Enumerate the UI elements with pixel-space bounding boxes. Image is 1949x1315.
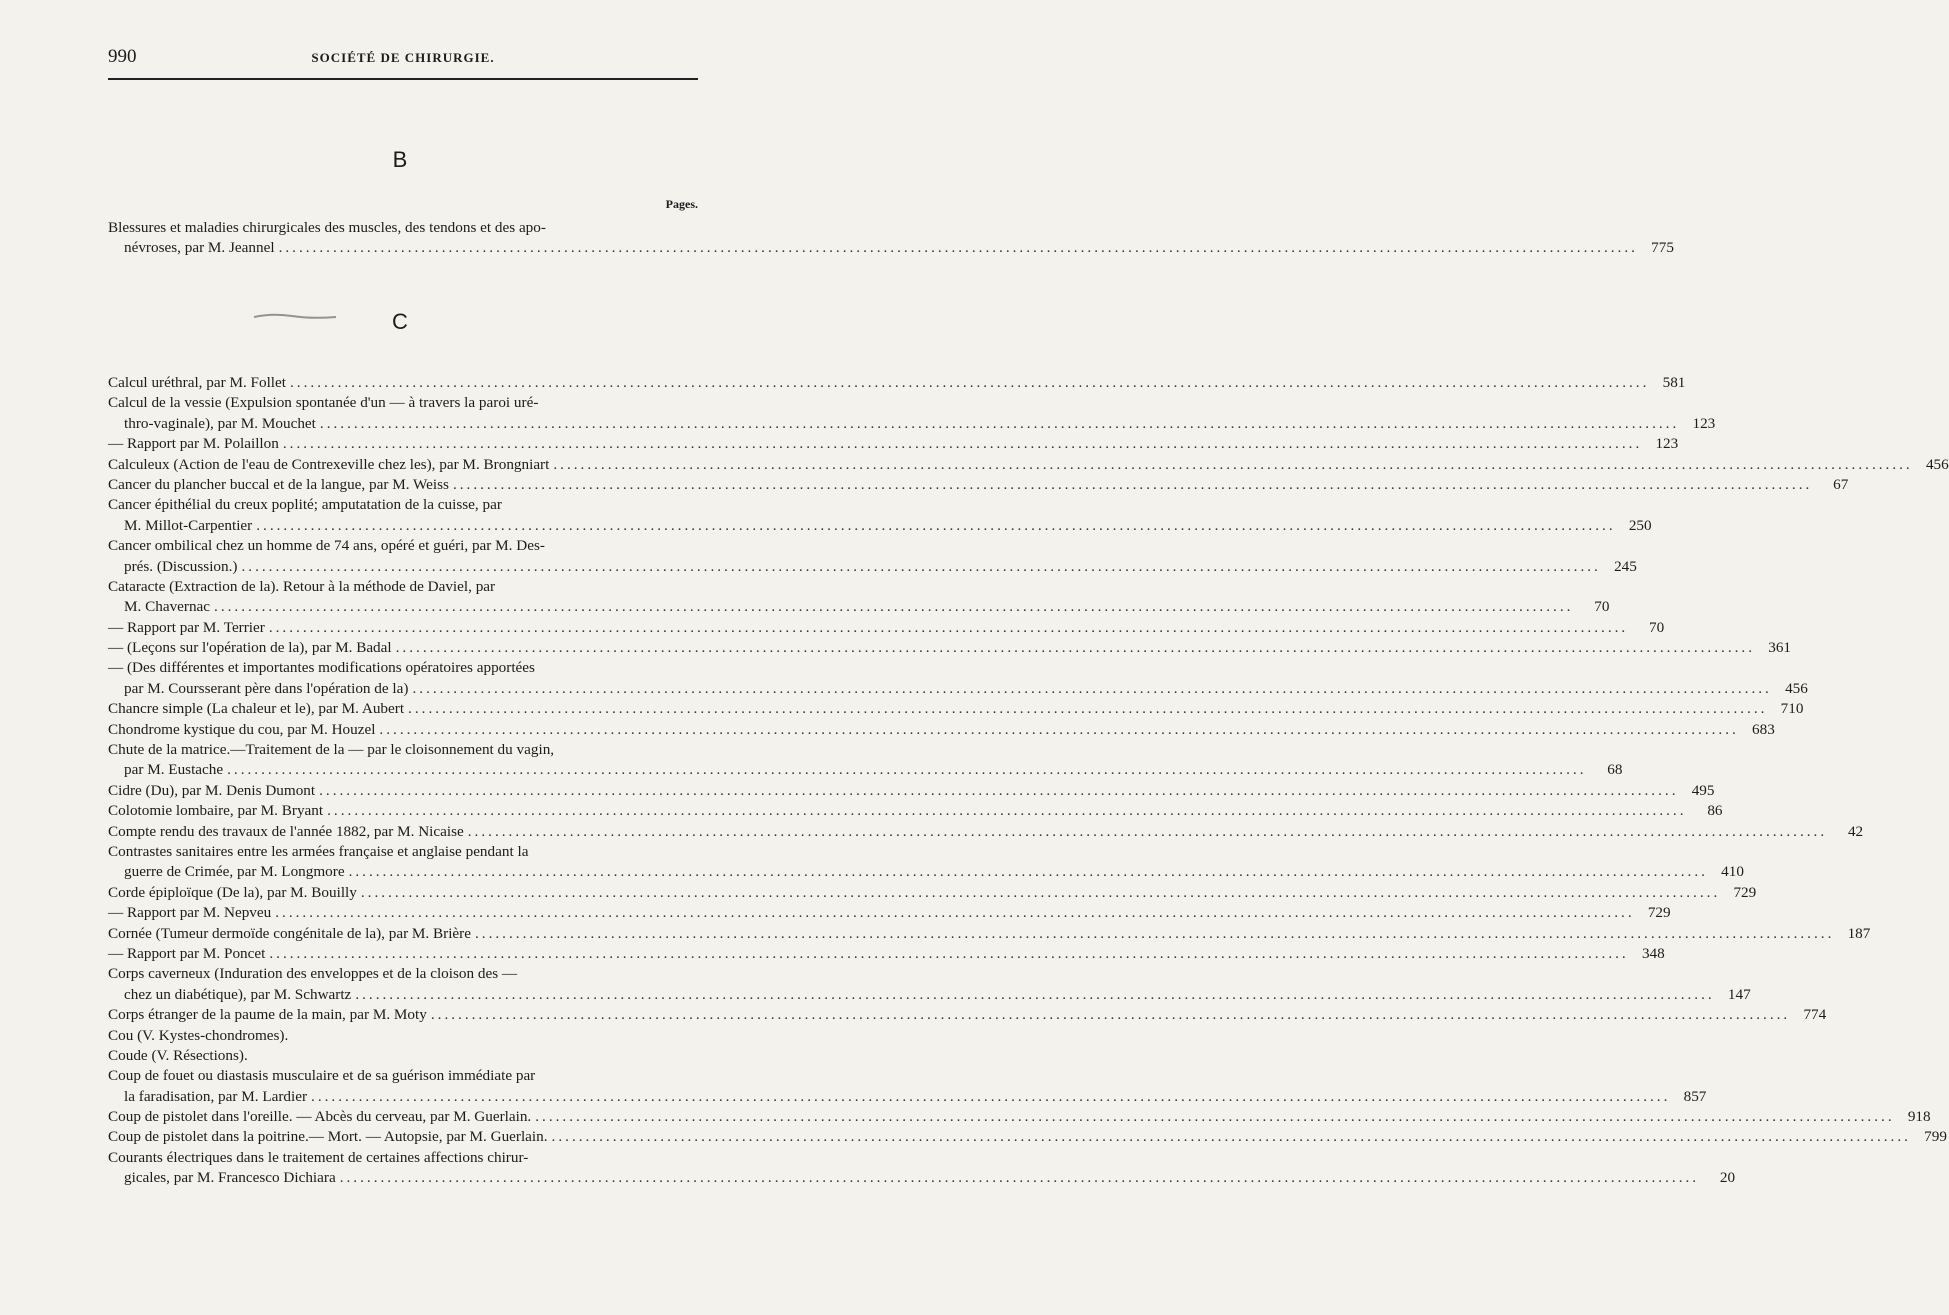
dot-leader: ........................................................................................................................................................................................................ — [275, 904, 1635, 922]
page-reference: 729 — [1647, 904, 1671, 922]
dot-leader: ........................................................................................................................................................................................................ — [348, 863, 1708, 881]
entry-line-with-page — [108, 781, 1715, 801]
entry-line-with-page — [108, 903, 1671, 923]
page-reference: 245 — [1614, 557, 1637, 575]
index-entry — [108, 658, 1808, 699]
entry-text: Cidre (Du), par M. Denis Dumont — [108, 781, 316, 799]
entry-line-with-page — [108, 1107, 1931, 1127]
dot-leader: ........................................................................................................................................................................................................ — [278, 239, 1638, 257]
index-entry — [108, 393, 1716, 434]
entry-text: guerre de Crimée, par M. Longmore — [124, 863, 345, 881]
page-reference: 20 — [1719, 1169, 1736, 1187]
entry-text: Calculeux (Action de l'eau de Contrexeville chez les), par M. Brongniart — [108, 455, 550, 473]
index-entry — [108, 822, 1864, 842]
index-entry — [108, 1046, 698, 1066]
page-reference: 683 — [1752, 720, 1775, 738]
page-reference: 147 — [1727, 985, 1751, 1003]
entry-text: — Rapport par M. Terrier — [108, 618, 265, 636]
index-entry — [108, 536, 1637, 577]
pages-column-label: Pages. — [665, 197, 698, 211]
entry-line-with-page — [108, 638, 1791, 658]
index-entry — [108, 699, 1804, 719]
entry-line-with-page — [108, 985, 1751, 1005]
index-entry — [108, 924, 1871, 944]
page-reference: 70 — [1594, 598, 1610, 616]
dot-leader: ........................................................................................................................................................................................................ — [408, 700, 1768, 718]
section-b-entries — [108, 218, 1674, 259]
entry-text: — (Des différentes et importantes modifications opératoires apportées — [108, 659, 535, 677]
dot-leader: ........................................................................................................................................................................................................ — [319, 781, 1679, 799]
entry-line-with-page — [108, 883, 1757, 903]
entry-line-with-page — [108, 1127, 1947, 1147]
dot-leader: ........................................................................................................................................................................................................ — [551, 1128, 1911, 1146]
entry-text: Corps caverneux (Induration des enveloppes et de la cloison des — — [108, 965, 518, 983]
entry-line-with-page — [108, 238, 1674, 258]
dot-leader: ........................................................................................................................................................................................................ — [553, 455, 1913, 473]
entry-text: Cornée (Tumeur dermoïde congénitale de la), par M. Brière — [108, 924, 471, 942]
index-entry — [108, 1005, 1827, 1025]
page-reference: 456 — [1925, 455, 1949, 473]
index-entry — [108, 1148, 1736, 1189]
page-reference: 799 — [1924, 1128, 1947, 1146]
dot-leader: ........................................................................................................................................................................................................ — [269, 944, 1629, 962]
entry-line-with-page — [108, 720, 1775, 740]
entry-line-with-page — [108, 801, 1723, 821]
entry-line-with-page — [108, 862, 1744, 882]
page-reference: 581 — [1662, 374, 1686, 391]
index-entry — [108, 434, 1679, 454]
entry-text: Calcul de la vessie (Expulsion spontanée d'un — à travers la paroi uré- — [108, 394, 539, 412]
page-reference: 67 — [1833, 475, 1849, 493]
page-reference: 86 — [1707, 802, 1723, 820]
page-reference: 361 — [1768, 639, 1791, 657]
page-reference: 729 — [1733, 883, 1757, 901]
entry-line-with-page — [108, 760, 1623, 780]
dot-leader: ........................................................................................................................................................................................................ — [339, 1169, 1700, 1187]
entry-line-with-page — [108, 679, 1808, 699]
entry-text: chez un diabétique), par M. Schwartz — [124, 985, 352, 1003]
entry-text: Courants électriques dans le traitement de certaines affections chirur- — [108, 1148, 529, 1166]
index-entry — [108, 1026, 698, 1046]
entry-line-with-page — [108, 475, 1849, 495]
entry-text: Colotomie lombaire, par M. Bryant — [108, 802, 324, 820]
index-entry — [108, 944, 1665, 964]
entry-line-with-page — [108, 516, 1652, 536]
entry-line-with-page — [108, 455, 1949, 475]
page-reference: 410 — [1721, 863, 1744, 881]
section-letter-b: B — [392, 147, 408, 172]
index-entry — [108, 218, 1674, 259]
entry-text: thro-vaginale), par M. Mouchet — [124, 414, 316, 432]
dot-leader: ........................................................................................................................................................................................................ — [355, 985, 1715, 1003]
entry-text: Coude (V. Résections). — [108, 1046, 248, 1064]
entry-text: Chondrome kystique du cou, par M. Houzel — [108, 720, 376, 738]
page-reference: 775 — [1651, 239, 1674, 257]
page-reference: 456 — [1785, 679, 1808, 697]
entry-text: Contrastes sanitaires entre les armées française et anglaise pendant la — [108, 842, 529, 860]
entry-text: M. Millot-Carpentier — [124, 516, 253, 534]
entry-text: Coup de pistolet dans la poitrine.— Mort. — Autopsie, par M. Guerlain. — [108, 1128, 548, 1146]
dot-leader: ........................................................................................................................................................................................................ — [227, 761, 1587, 779]
index-entry — [108, 1127, 1947, 1147]
entry-line-with-page — [108, 822, 1864, 842]
section-c-entries — [108, 373, 1949, 1189]
entry-text: névroses, par M. Jeannel — [124, 239, 275, 257]
dot-leader: ........................................................................................................................................................................................................ — [319, 414, 1680, 432]
index-entry — [108, 618, 1665, 638]
index-entry — [108, 475, 1849, 495]
entry-text: Compte rendu des travaux de l'année 1882, par M. Nicaise — [108, 822, 464, 840]
entry-text: Cataracte (Extraction de la). Retour à la méthode de Daviel, par — [108, 577, 496, 595]
dot-leader: ........................................................................................................................................................................................................ — [214, 598, 1574, 616]
entry-text: par M. Eustache — [124, 761, 224, 779]
entry-line-with-page — [108, 944, 1665, 964]
dot-leader: ........................................................................................................................................................................................................ — [256, 516, 1616, 534]
dot-leader: ........................................................................................................................................................................................................ — [241, 557, 1601, 575]
dot-leader: ........................................................................................................................................................................................................ — [379, 720, 1739, 738]
entry-text: — Rapport par M. Poncet — [108, 944, 266, 962]
entry-text: — Rapport par M. Polaillon — [108, 435, 279, 453]
index-entry — [108, 455, 1949, 475]
dot-leader: ........................................................................................................................................................................................................ — [474, 924, 1835, 942]
dot-leader: ........................................................................................................................................................................................................ — [282, 435, 1643, 453]
index-entry — [108, 1066, 1707, 1107]
entry-text: Corps étranger de la paume de la main, par M. Moty — [108, 1006, 427, 1024]
entry-text: — Rapport par M. Nepveu — [108, 904, 272, 922]
entry-text: Chute de la matrice.—Traitement de la — par le cloisonnement du vagin, — [108, 741, 555, 759]
entry-text: — (Leçons sur l'opération de la), par M. Badal — [108, 639, 392, 657]
entry-text: Coup de pistolet dans l'oreille. — Abcès du cerveau, par M. Guerlain. — [108, 1108, 532, 1126]
entry-line-with-page — [108, 924, 1871, 944]
entry-text: par M. Coursserant père dans l'opération de la) — [124, 679, 409, 697]
entry-text: gicales, par M. Francesco Dichiara — [124, 1169, 336, 1187]
entry-text: Cancer épithélial du creux poplité; amputatation de la cuisse, par — [108, 496, 502, 514]
dot-leader: ........................................................................................................................................................................................................ — [311, 1087, 1671, 1105]
dot-leader: ........................................................................................................................................................................................................ — [452, 475, 1813, 493]
page-reference: 348 — [1641, 944, 1665, 962]
page-header — [108, 46, 698, 70]
entry-line-with-page — [108, 1087, 1707, 1107]
entry-text: Cou (V. Kystes-chondromes). — [108, 1026, 289, 1044]
page-reference: 710 — [1780, 700, 1804, 718]
page-reference: 774 — [1803, 1006, 1827, 1024]
index-entry — [108, 740, 1623, 781]
entry-line-with-page — [108, 597, 1610, 617]
entry-text: Chancre simple (La chaleur et le), par M. Aubert — [108, 700, 405, 718]
page-number: 990 — [108, 46, 137, 67]
dot-leader: ........................................................................................................................................................................................................ — [430, 1006, 1791, 1024]
dot-leader: ........................................................................................................................................................................................................ — [535, 1108, 1895, 1126]
entry-line-with-page — [108, 373, 1686, 393]
index-entry — [108, 495, 1652, 536]
dot-leader: ........................................................................................................................................................................................................ — [467, 822, 1828, 840]
entry-text: Corde épiploïque (De la), par M. Bouilly — [108, 883, 357, 901]
dot-leader: ........................................................................................................................................................................................................ — [290, 374, 1650, 391]
page-reference: 68 — [1607, 761, 1623, 779]
page-reference: 42 — [1847, 822, 1864, 840]
page-reference: 250 — [1628, 516, 1652, 534]
header-rule — [108, 78, 698, 80]
entry-text: la faradisation, par M. Lardier — [124, 1087, 308, 1105]
index-entry — [108, 964, 1751, 1005]
entry-text: prés. (Discussion.) — [124, 557, 238, 575]
entry-text: Cancer ombilical chez un homme de 74 ans, opéré et guéri, par M. Des- — [108, 537, 545, 555]
index-entry — [108, 903, 1671, 923]
index-entry — [108, 883, 1757, 903]
page-reference: 495 — [1691, 781, 1715, 799]
dot-leader: ........................................................................................................................................................................................................ — [395, 639, 1755, 657]
index-entry — [108, 1107, 1931, 1127]
entry-line-with-page — [108, 618, 1665, 638]
page-reference: 70 — [1649, 618, 1665, 636]
page-reference: 857 — [1683, 1087, 1707, 1105]
entry-line-with-page — [108, 414, 1716, 434]
page-reference: 918 — [1907, 1108, 1931, 1126]
entry-text: Coup de fouet ou diastasis musculaire et de sa guérison immédiate par — [108, 1067, 536, 1085]
dot-leader: ........................................................................................................................................................................................................ — [327, 802, 1687, 820]
dot-leader: ........................................................................................................................................................................................................ — [412, 679, 1772, 697]
entry-text: Calcul uréthral, par M. Follet — [108, 374, 286, 391]
index-entry — [108, 842, 1744, 883]
page-reference: 187 — [1847, 924, 1871, 942]
index-entry — [108, 781, 1715, 801]
entry-text: M. Chavernac — [124, 598, 211, 616]
index-entry — [108, 638, 1791, 658]
index-entry — [108, 373, 1686, 393]
entry-line-with-page — [108, 557, 1637, 577]
dot-leader: ........................................................................................................................................................................................................ — [360, 883, 1721, 901]
section-letter-c: C — [392, 309, 408, 334]
dot-leader: ........................................................................................................................................................................................................ — [268, 618, 1629, 636]
index-entry — [108, 720, 1775, 740]
page-reference: 123 — [1655, 435, 1679, 453]
running-title: SOCIÉTÉ DE CHIRURGIE. — [311, 50, 495, 65]
entry-text: Cancer du plancher buccal et de la langue, par M. Weiss — [108, 475, 449, 493]
page-reference: 123 — [1692, 414, 1716, 432]
entry-line-with-page — [108, 1168, 1736, 1188]
index-entry — [108, 801, 1723, 821]
entry-line-with-page — [108, 434, 1679, 454]
entry-line-with-page — [108, 699, 1804, 719]
entry-line-with-page — [108, 1005, 1827, 1025]
index-entry — [108, 577, 1610, 618]
entry-text: Blessures et maladies chirurgicales des muscles, des tendons et des apo- — [108, 219, 546, 236]
